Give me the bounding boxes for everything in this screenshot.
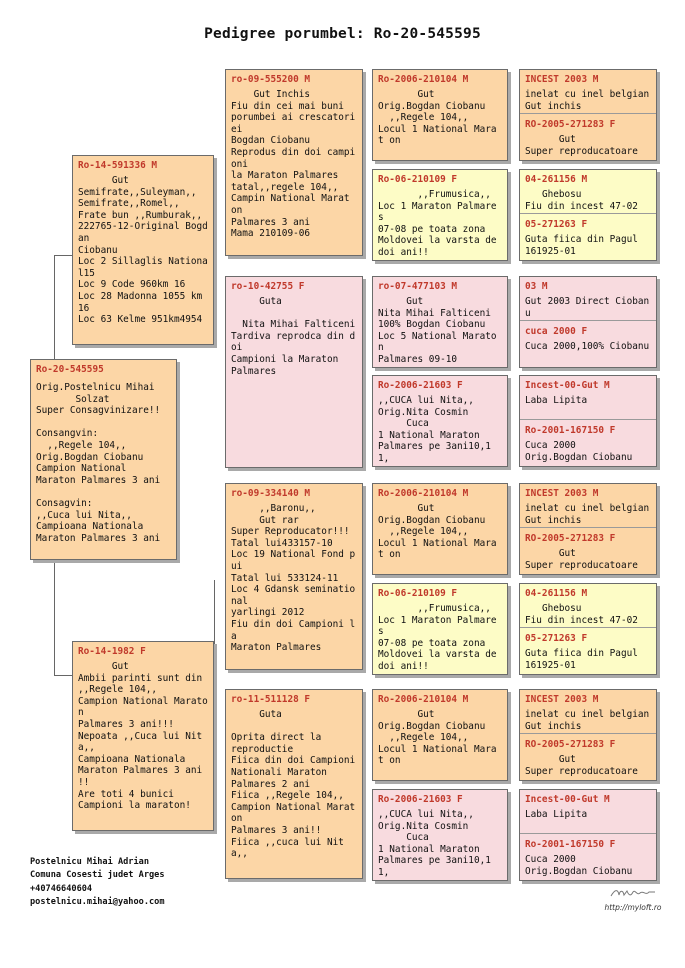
grandparent-card [225, 483, 363, 670]
connector-line [363, 530, 364, 630]
ancestor-ring: 04-261156 M [525, 174, 588, 185]
connector-line [54, 560, 55, 675]
great-grandparent-ring: Ro-06-210109 F [378, 174, 458, 185]
grandparent-card [225, 276, 363, 468]
ancestor-ring: Incest-00-Gut M [525, 380, 610, 391]
ancestor-ring: Ro-2001-167150 F [525, 839, 616, 850]
great-grandparent-text: Gut Nita Mihai Falticeni 100% Bogdan Ciobanu Loc 5 National Maraton Palmares 09-10 [378, 296, 497, 365]
ancestor-text: inelat cu inel belgian Gut inchis [525, 89, 650, 112]
grandparent-ring: ro-10-42755 F [231, 281, 305, 292]
ancestor-ring: 03 M [525, 281, 548, 292]
ancestor-pair-card [519, 583, 657, 675]
ancestor-ring: 05-271263 F [525, 219, 588, 230]
ancestor-text: Laba Lipita [525, 809, 588, 820]
ancestor-text: Laba Lipita [525, 395, 588, 406]
subject-ring: Ro-20-545595 [36, 364, 104, 375]
dam-card [72, 641, 214, 831]
ancestor-pair-card [519, 276, 657, 368]
dam-text: Gut Ambii parinti sunt din ,,Regele 104,, Campion National Maraton Palmares 3 ani!!! Nepoata ,,Cuca lui Nita,, Campioana Nationala Maraton Palmares 3 ani !! Are toti 4 bunici Campioni la maraton! [78, 661, 208, 812]
great-grandparent-ring: Ro-2006-210104 M [378, 694, 469, 705]
grandparent-text: ,,Baronu,, Gut rar Super Reproducator!!! Tatal lui433157-10 Loc 19 National Fond p ui Tatal lui 533124-11 Loc 4 Gdansk seminatio nal yarlingi 2012 Fiu din doi Campioni l a Maraton Palmares [231, 503, 356, 654]
ancestor-text: Cuca 2000 Orig.Bogdan Ciobanu [525, 854, 633, 877]
ancestor-pair-card [519, 689, 657, 781]
ancestor-pair-card [519, 375, 657, 467]
great-grandparent-text: Gut Orig.Bogdan Ciobanu ,,Regele 104,, Locul 1 National Marat on [378, 503, 497, 561]
ancestor-ring: RO-2005-271283 F [525, 533, 616, 544]
great-grandparent-text: ,,Frumusica,, Loc 1 Maraton Palmares 07-08 pe toata zona Moldovei la varsta de doi ani!! [378, 189, 497, 258]
site-logo [598, 884, 668, 912]
ancestor-ring: INCEST 2003 M [525, 488, 599, 499]
ancestor-text: Gut Super reproducatoare [525, 134, 638, 157]
grandparent-text: Guta Oprita direct la reproductie Fiica din doi Campioni Nationali Maraton Palmares 2 ani Fiica ,,Regele 104,, Campion National Marat on Palmares 3 ani!! Fiica ,,cuca lui Nita,, [231, 709, 356, 860]
great-grandparent-card [372, 689, 508, 781]
great-grandparent-card [372, 169, 508, 261]
ancestor-text: Gut 2003 Direct Ciobanu [525, 296, 650, 319]
card-divider [520, 733, 656, 734]
ancestor-text: Cuca 2000 Orig.Bogdan Ciobanu [525, 440, 633, 463]
contact-email: postelnicu.mihai@yahoo.com [30, 897, 165, 908]
grandparent-ring: ro-09-334140 M [231, 488, 311, 499]
ancestor-text: Ghebosu Fiu din incest 47-02 [525, 189, 638, 212]
sire-ring: Ro-14-591336 M [78, 160, 158, 171]
ancestor-ring: 04-261156 M [525, 588, 588, 599]
connector-line [214, 160, 215, 330]
great-grandparent-text: ,,CUCA lui Nita,, Orig.Nita Cosmin Cuca 1 National Maraton Palmares pe 3ani10,11, [378, 809, 491, 878]
ancestor-pair-card [519, 789, 657, 881]
great-grandparent-text: ,,CUCA lui Nita,, Orig.Nita Cosmin Cuca 1 National Maraton Palmares pe 3ani10,11, [378, 395, 491, 464]
ancestor-text: inelat cu inel belgian Gut inchis [525, 503, 650, 526]
ancestor-text: Guta fiica din Pagul 161925-01 [525, 234, 638, 257]
ancestor-pair-card [519, 483, 657, 575]
signature-icon [609, 887, 657, 899]
great-grandparent-card [372, 69, 508, 161]
grandparent-ring: ro-11-511128 F [231, 694, 311, 705]
dam-ring: Ro-14-1982 F [78, 646, 146, 657]
ancestor-ring: RO-2005-271283 F [525, 739, 616, 750]
grandparent-card [225, 69, 363, 256]
great-grandparent-card [372, 789, 508, 881]
great-grandparent-text: ,,Frumusica,, Loc 1 Maraton Palmares 07-08 pe toata zona Moldovei la varsta de doi ani!! [378, 603, 497, 672]
ancestor-pair-card [519, 169, 657, 261]
great-grandparent-card [372, 276, 508, 368]
great-grandparent-ring: Ro-06-210109 F [378, 588, 458, 599]
sire-text: Gut Semifrate,,Suleyman,, Semifrate,,Romel,, Frate bun ,,Rumburak,, 222765-12-Original Bogdan Ciobanu Loc 2 Sillaglis National15 Loc 9 Code 960km 16 Loc 28 Madonna 1055 km 16 Loc 63 Kelme 951km4954 [78, 175, 208, 326]
great-grandparent-card [372, 483, 508, 575]
card-divider [520, 627, 656, 628]
grandparent-text: Gut Inchis Fiu din cei mai buni porumbei ai crescatori ei Bogdan Ciobanu Reprodus din doi campi oni la Maraton Palmares tatal,,regele 104,, Campin National Marat on Palmares 3 ani Mama 210109-06 [231, 89, 356, 240]
great-grandparent-ring: Ro-2006-210104 M [378, 488, 469, 499]
grandparent-text: Guta Nita Mihai Falticeni Tardiva reprodca din d oi Campioni la Maraton Palmares [231, 296, 356, 377]
great-grandparent-text: Gut Orig.Bogdan Ciobanu ,,Regele 104,, Locul 1 National Marat on [378, 709, 497, 767]
ancestor-text: inelat cu inel belgian Gut inchis [525, 709, 650, 732]
ancestor-ring: INCEST 2003 M [525, 74, 599, 85]
great-grandparent-text: Gut Orig.Bogdan Ciobanu ,,Regele 104,, Locul 1 National Marat on [378, 89, 497, 147]
connector-line [363, 110, 364, 210]
grandparent-card [225, 689, 363, 879]
card-divider [520, 833, 656, 834]
ancestor-pair-card [519, 69, 657, 161]
connector-line [54, 255, 55, 359]
connector-line [54, 255, 72, 256]
ancestor-ring: INCEST 2003 M [525, 694, 599, 705]
ancestor-ring: cuca 2000 F [525, 326, 588, 337]
contact-address: Comuna Cosesti judet Arges [30, 870, 165, 881]
card-divider [520, 113, 656, 114]
ancestor-ring: Incest-00-Gut M [525, 794, 610, 805]
great-grandparent-card [372, 583, 508, 675]
connector-line [54, 675, 72, 676]
subject-text: Orig.Postelnicu Mihai Solzat Super Consagvinizare!! Consangvin: ,,Regele 104,, Orig.Bogdan Ciobanu Campion National Maraton Palmares 3 ani Consagvin: ,,Cuca lui Nita,, Campioana Nationala Maraton Palmares 3 ani [36, 382, 161, 544]
contact-phone: +40746640604 [30, 883, 93, 894]
ancestor-ring: 05-271263 F [525, 633, 588, 644]
card-divider [520, 320, 656, 321]
great-grandparent-card [372, 375, 508, 467]
ancestor-text: Gut Super reproducatoare [525, 548, 638, 571]
page-title: Pedigree porumbel: Ro-20-545595 [204, 26, 481, 42]
contact-name: Postelnicu Mihai Adrian [30, 857, 149, 867]
contact-block [30, 856, 165, 910]
connector-line [363, 730, 364, 830]
ancestor-text: Cuca 2000,100% Ciobanu [525, 341, 650, 352]
great-grandparent-ring: Ro-2006-21603 F [378, 794, 463, 805]
card-divider [520, 419, 656, 420]
ancestor-ring: Ro-2001-167150 F [525, 425, 616, 436]
great-grandparent-ring: Ro-2006-210104 M [378, 74, 469, 85]
logo-url[interactable]: http://myloft.ro [604, 903, 662, 912]
grandparent-ring: ro-09-555200 M [231, 74, 311, 85]
ancestor-text: Ghebosu Fiu din incest 47-02 [525, 603, 638, 626]
ancestor-text: Gut Super reproducatoare [525, 754, 638, 777]
connector-line [363, 320, 364, 420]
subject-card [30, 359, 177, 560]
sire-card [72, 155, 214, 345]
ancestor-text: Guta fiica din Pagul 161925-01 [525, 648, 638, 671]
card-divider [520, 213, 656, 214]
great-grandparent-ring: Ro-2006-21603 F [378, 380, 463, 391]
ancestor-ring: RO-2005-271283 F [525, 119, 616, 130]
connector-line [214, 580, 215, 750]
great-grandparent-ring: ro-07-477103 M [378, 281, 458, 292]
card-divider [520, 527, 656, 528]
